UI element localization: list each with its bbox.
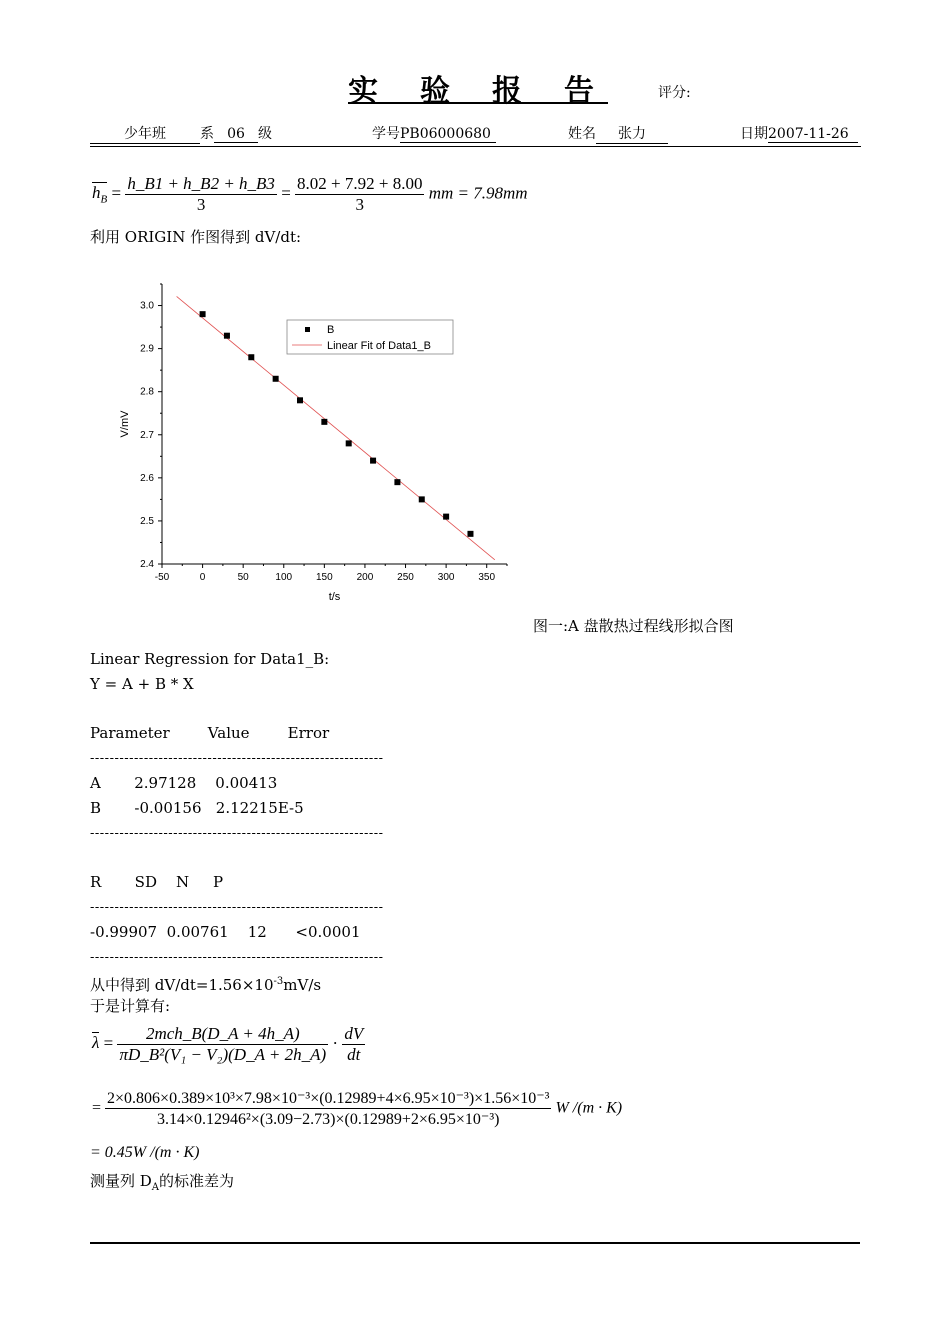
id-value: PB06000680 bbox=[400, 126, 496, 143]
stats-header: R SD N P bbox=[90, 873, 224, 891]
data-point bbox=[370, 458, 376, 464]
id-label: 学号 bbox=[372, 126, 400, 142]
equation-hb: $h_B$ = $\frac{h\_B1 + h\_B2 + h\_B3}{3}$ = $\frac{8.02 + 7.92 + 8.00}{3}$ mm = 7.98mm bbox=[92, 174, 528, 214]
param-header: Parameter Value Error bbox=[90, 724, 330, 742]
result-text: 从中得到 $dV/dt=1.56\times 10^{-3}mV/s$ bbox=[90, 976, 322, 994]
legend-marker-b bbox=[305, 327, 310, 332]
x-tick-label: 0 bbox=[199, 572, 206, 583]
stats-row: -0.99907 0.00761 12 <0.0001 bbox=[90, 923, 361, 941]
data-point bbox=[419, 496, 425, 502]
divider: ------------------------------------------------------------ bbox=[90, 950, 384, 965]
lambda-frac: $\frac{\text{2mch\_B(D\_A + 4h\_A)}}{\text{πD\_B²(V₁ − V₂)(D\_A + 2h\_A)}}$ bbox=[119, 1024, 327, 1064]
name-value: 张力 bbox=[596, 123, 668, 144]
param-row-b: B -0.00156 2.12215E-5 bbox=[90, 799, 304, 817]
class-field bbox=[90, 123, 272, 144]
numeric-frac: $\frac{\text{2×0.806×0.389×10³×7.98×10⁻³×(0.12989+4×6.95×10⁻³)×1.56×10⁻³}}{\text{3.14×0.12946²×(3.09−2.73)×(0.12989+2×6.95×10⁻³)}}$ bbox=[107, 1090, 550, 1128]
x-tick-label: 350 bbox=[478, 572, 496, 583]
name-label: 姓名 bbox=[568, 126, 596, 142]
student-id-field bbox=[372, 123, 496, 143]
date-label: 日期 bbox=[740, 126, 768, 142]
unit: W /(m · K) bbox=[555, 1099, 623, 1117]
y-axis-label: V/mV bbox=[119, 410, 131, 438]
footer-rule bbox=[90, 1242, 860, 1244]
regression-title: Linear Regression for Data1_B: bbox=[90, 650, 330, 668]
grade-label: 级 bbox=[258, 126, 272, 142]
title-char: 实 bbox=[348, 74, 378, 109]
eq1-lhs: $h_B$ bbox=[92, 183, 108, 206]
y-tick-label: 2.6 bbox=[140, 472, 154, 484]
dept-label: 系 bbox=[200, 126, 214, 142]
eq1-frac1: $\frac{h\_B1 + h\_B2 + h\_B3}{3}$ bbox=[127, 174, 275, 214]
y-tick-label: 2.8 bbox=[140, 386, 154, 398]
data-point bbox=[224, 333, 230, 339]
x-tick-label: 250 bbox=[397, 572, 414, 583]
param-row-a: A 2.97128 0.00413 bbox=[90, 774, 278, 792]
legend-label-fit: Linear Fit of Data1_B bbox=[327, 340, 431, 352]
divider: ------------------------------------------------------------ bbox=[90, 900, 384, 915]
calc-text: 于是计算有: bbox=[90, 997, 171, 1015]
x-tick-label: 50 bbox=[237, 572, 249, 583]
linear-fit-chart bbox=[100, 280, 520, 610]
divider: ------------------------------------------------------------ bbox=[90, 751, 384, 766]
origin-text: 利用 ORIGIN 作图得到 dV/dt: bbox=[90, 228, 302, 246]
y-tick-label: 2.4 bbox=[140, 559, 154, 570]
score-label: 评分: bbox=[658, 85, 691, 101]
dvdt-frac: $\frac{dV}{dt}$ bbox=[344, 1024, 364, 1064]
date-field bbox=[740, 123, 858, 143]
x-tick-label: 200 bbox=[356, 572, 374, 583]
data-point bbox=[248, 354, 254, 360]
title-char: 告 bbox=[564, 74, 594, 109]
lambda-symbol: λ bbox=[92, 1033, 100, 1053]
eq1-frac2: $\frac{8.02 + 7.92 + 8.00}{3}$ bbox=[297, 174, 423, 214]
data-point bbox=[297, 397, 303, 403]
y-tick-label: 2.7 bbox=[140, 429, 154, 441]
x-axis-label: t/s bbox=[328, 591, 341, 603]
data-point bbox=[273, 376, 279, 382]
date-value: 2007-11-26 bbox=[768, 126, 858, 143]
y-tick-label: 3.0 bbox=[140, 300, 154, 312]
title-char: 报 bbox=[492, 74, 522, 109]
data-point bbox=[467, 531, 473, 537]
eq1-result: mm = 7.98mm bbox=[428, 183, 528, 203]
x-tick-label: 150 bbox=[316, 572, 333, 583]
data-point bbox=[321, 419, 327, 425]
std-text: 测量列 $D_A$的标准差为 bbox=[90, 1172, 235, 1193]
x-tick-label: 300 bbox=[437, 572, 455, 583]
data-point bbox=[443, 514, 449, 520]
data-point bbox=[394, 479, 400, 485]
grade-value: 06 bbox=[214, 126, 258, 143]
data-point bbox=[200, 311, 206, 317]
title-underline bbox=[348, 102, 608, 104]
equation-final: = 0.45W /(m · K) bbox=[90, 1144, 200, 1161]
regression-model: Y = A + B * X bbox=[90, 675, 194, 693]
title-char: 验 bbox=[420, 74, 450, 109]
x-tick-label: 100 bbox=[275, 572, 293, 583]
divider: ------------------------------------------------------------ bbox=[90, 826, 384, 841]
name-field bbox=[568, 123, 668, 144]
header-rule bbox=[90, 146, 861, 147]
equation-numeric: = $\frac{\text{2×0.806×0.389×10³×7.98×10⁻³×(0.12989+4×6.95×10⁻³)×1.56×10⁻³}}{\text{3.14×0.12946²×(3.09−2.73)×(0.12989+2×6.95×10⁻³)}}$ W /(m · K) bbox=[92, 1090, 623, 1128]
class-label: 少年班 bbox=[90, 123, 200, 144]
x-tick-label: -50 bbox=[154, 572, 170, 583]
figure-caption: 图一:A 盘散热过程线形拟合图 bbox=[533, 617, 734, 635]
y-tick-label: 2.5 bbox=[140, 515, 154, 527]
y-tick-label: 2.9 bbox=[140, 343, 154, 355]
data-point bbox=[346, 440, 352, 446]
equation-lambda: λ = $\frac{\text{2mch\_B(D\_A + 4h\_A)}}{\text{πD\_B²(V₁ − V₂)(D\_A + 2h\_A)}}$ · $\frac{dV}{dt}$ bbox=[92, 1024, 364, 1064]
legend-label-b: B bbox=[327, 324, 335, 336]
